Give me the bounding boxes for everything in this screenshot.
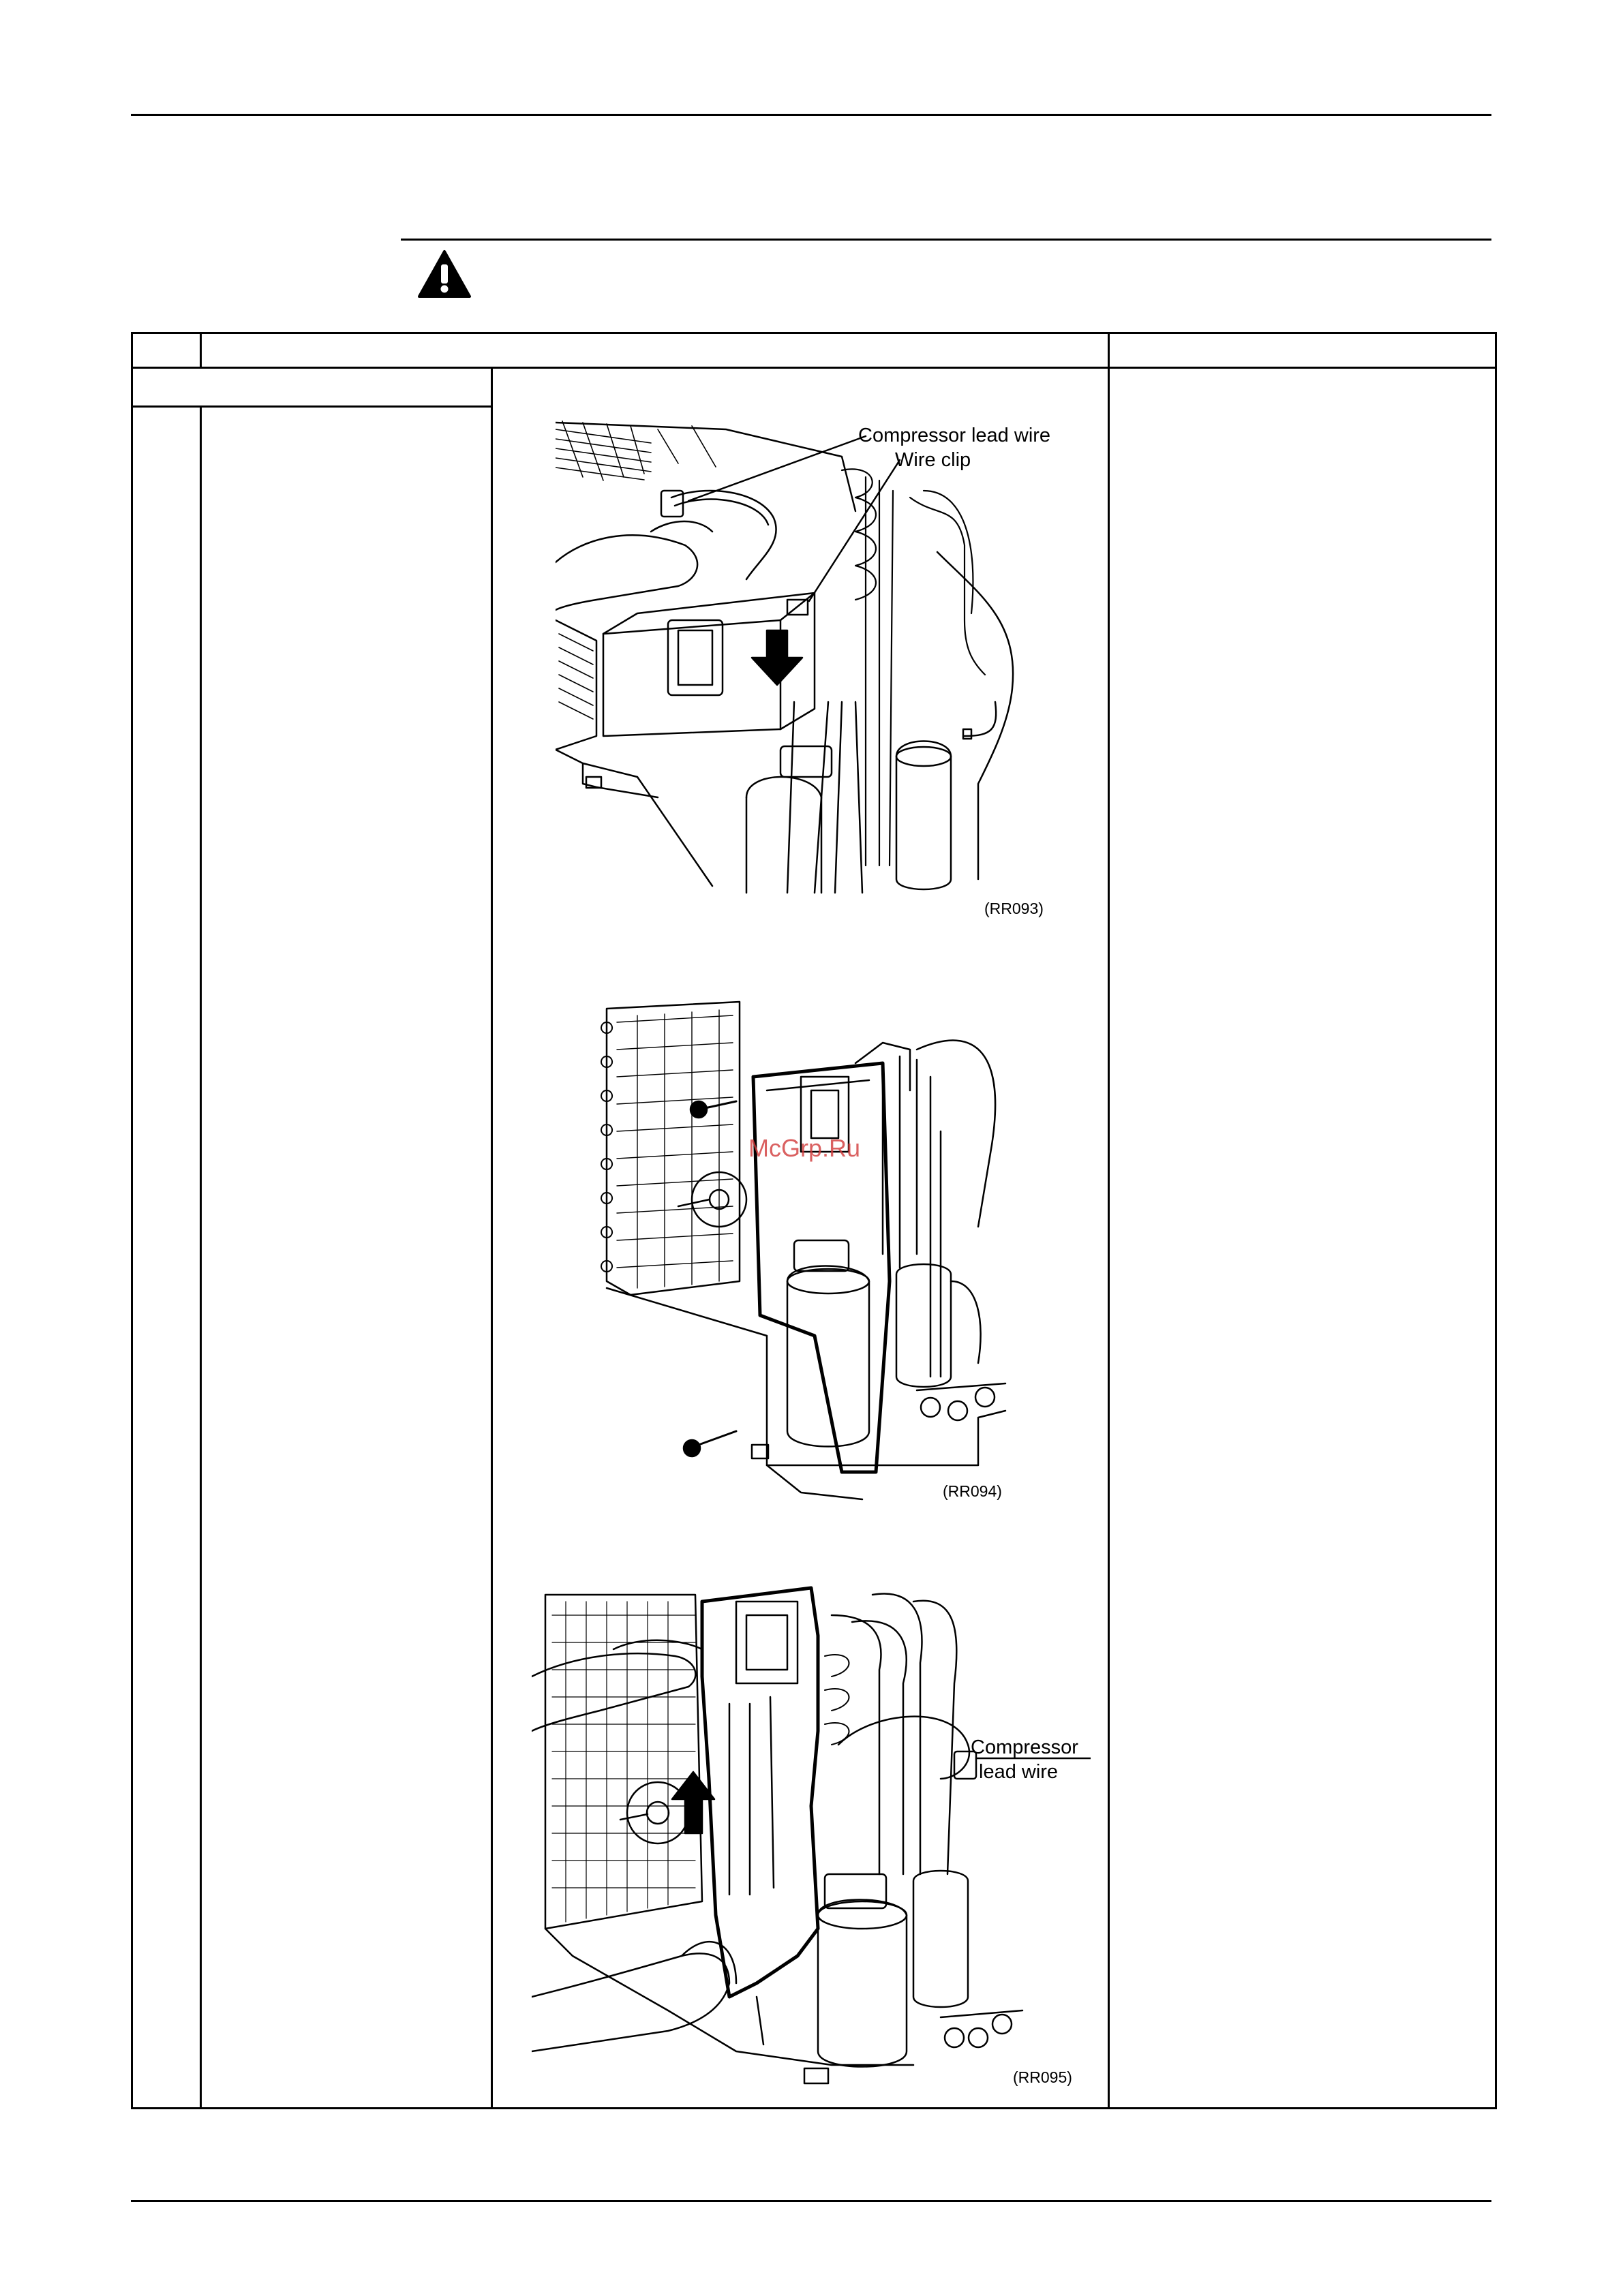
col-procedure-divider: [491, 367, 493, 2109]
header-rule: [131, 114, 1491, 116]
col-step-divider: [200, 405, 202, 2109]
figure-rr093-illustration: [556, 416, 1074, 906]
footer-rule: [131, 2200, 1491, 2202]
callout-wire-clip: Wire clip: [895, 449, 971, 471]
figure-rr095-illustration: [532, 1574, 1091, 2092]
table-header-divider: [131, 367, 1497, 369]
watermark-text: McGrp.Ru: [748, 1134, 861, 1162]
callout-compressor: Compressor: [971, 1736, 1078, 1758]
warning-triangle-icon: [417, 249, 472, 299]
callout-lead-wire: lead wire: [979, 1761, 1059, 1783]
col-step-divider-top: [200, 332, 202, 367]
callout-compressor-lead-wire: Compressor lead wire: [858, 425, 1051, 446]
figure-code-rr093: (RR093): [984, 900, 1044, 917]
warning-rule: [401, 239, 1491, 241]
figure-rr094-illustration: [596, 995, 1019, 1513]
col-figure-divider: [1108, 332, 1110, 2109]
figure-code-rr094: (RR094): [943, 1482, 1002, 1500]
section-row-divider: [131, 405, 491, 408]
figure-code-rr095: (RR095): [1013, 2068, 1072, 2086]
